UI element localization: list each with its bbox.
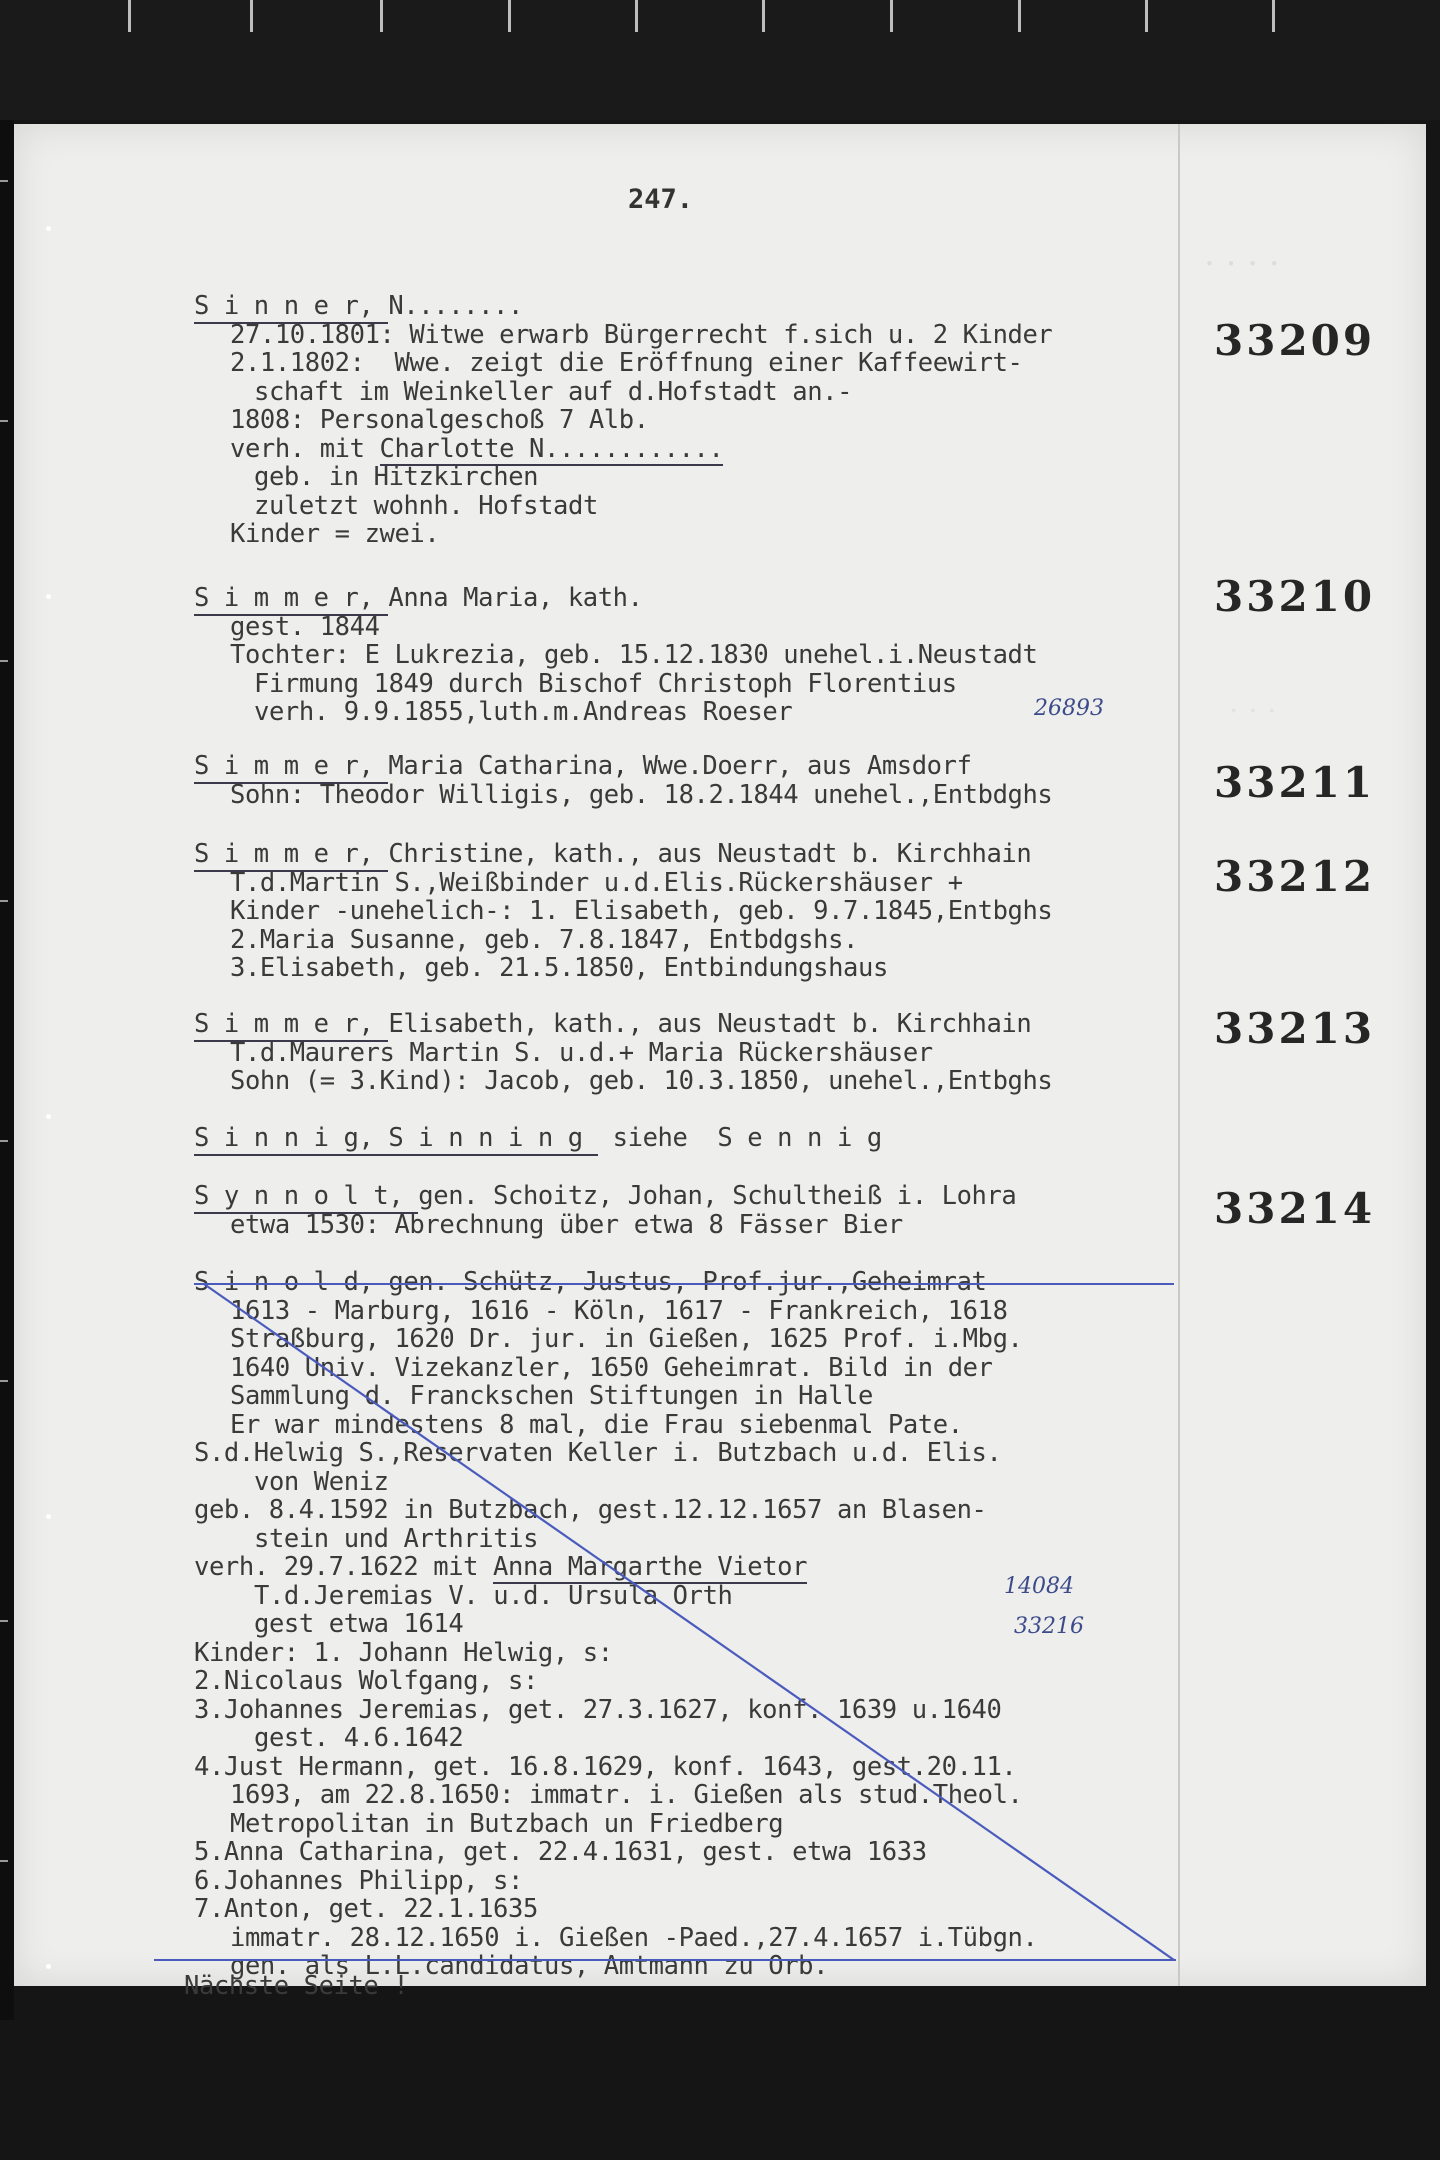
entry-line: T.d.Jeremias V. u.d. Ursula Orth — [254, 1580, 733, 1611]
film-tick — [0, 900, 8, 902]
entry-line: 27.10.1801: Witwe erwarb Bürgerrecht f.sich u. 2 Kinder — [230, 319, 1053, 350]
bleed-through-mark: · · · · — [1204, 244, 1280, 284]
film-tick — [0, 1860, 8, 1862]
record-number: 33211 — [1214, 758, 1376, 807]
entry-line: Firmung 1849 durch Bischof Christoph Florentius — [254, 668, 957, 699]
entry-line: verh. 9.9.1855,luth.m.Andreas Roeser — [254, 697, 793, 727]
film-sprocket — [890, 0, 893, 32]
entry-line: 3.Elisabeth, geb. 21.5.1850, Entbindungshaus — [230, 953, 888, 983]
film-tick — [0, 1380, 8, 1382]
entry-line: 5.Anna Catharina, get. 22.4.1631, gest. etwa 1633 — [194, 1837, 927, 1867]
film-sprocket — [1272, 0, 1275, 32]
entry-line: T.d.Martin S.,Weißbinder u.d.Elis.Rückershäuser + — [230, 867, 963, 898]
entry-line: Tochter: E Lukrezia, geb. 15.12.1830 unehel.i.Neustadt — [230, 640, 1038, 670]
entry-line: Sohn: Theodor Willigis, geb. 18.2.1844 unehel.,Entbdghs — [230, 779, 1053, 810]
entry-line: immatr. 28.12.1650 i. Gießen -Paed.,27.4.1657 i.Tübgn. — [230, 1922, 1038, 1953]
record-number: 33210 — [1214, 572, 1376, 621]
entry-line: 3.Johannes Jeremias, get. 27.3.1627, konf. 1639 u.1640 — [194, 1694, 1002, 1725]
film-tick — [0, 1140, 8, 1142]
film-tick — [0, 1620, 8, 1622]
spouse-name: Charlotte N............ — [379, 433, 724, 464]
record-number: 33214 — [1214, 1184, 1376, 1233]
film-sprocket — [762, 0, 765, 32]
film-sprocket — [508, 0, 511, 32]
entry-text: Elisabeth, kath., aus Neustadt b. Kirchhain — [388, 1009, 1032, 1039]
entry-line: Kinder -unehelich-: 1. Elisabeth, geb. 9.7.1845,Entbghs — [230, 896, 1053, 926]
entry-line: schaft im Weinkeller auf d.Hofstadt an.- — [254, 376, 853, 407]
spouse-name: Anna Margarthe Vietor — [493, 1552, 808, 1582]
entry-line: T.d.Maurers Martin S. u.d.+ Maria Rückershäuser — [230, 1037, 933, 1068]
entry-line: geb. in Hitzkirchen — [254, 462, 539, 492]
surname-heading: S y n n o l t, — [194, 1182, 418, 1214]
entry-line: 1613 - Marburg, 1616 - Köln, 1617 - Frankreich, 1618 — [230, 1295, 1008, 1326]
film-sprocket — [1145, 0, 1148, 32]
surname-heading: S i n n e r, — [194, 292, 388, 324]
entry-text: verh. mit — [230, 433, 380, 464]
record-number: 33209 — [1214, 316, 1376, 365]
surname-heading: S i m m e r, — [194, 1010, 388, 1042]
record-number: 33213 — [1214, 1004, 1376, 1053]
handwritten-reference: 33216 — [1014, 1614, 1084, 1639]
entry-text: verh. 29.7.1622 mit — [194, 1552, 494, 1582]
film-sprocket — [635, 0, 638, 32]
bleed-through-mark: · · · — [1229, 694, 1277, 729]
film-border-top — [0, 0, 1440, 120]
entry-line: gen. als L.L.candidatus, Amtmann zu Orb. — [230, 1951, 829, 1981]
handwritten-reference: 26893 — [1034, 696, 1104, 721]
entry-text: N........ — [388, 291, 523, 321]
film-tick — [0, 660, 8, 662]
entry-line: Sammlung d. Franckschen Stiftungen in Halle — [230, 1381, 873, 1411]
film-sprocket — [1018, 0, 1021, 32]
entry-line: geb. 8.4.1592 in Butzbach, gest.12.12.1657 an Blasen- — [194, 1495, 987, 1525]
entry-line: 1693, am 22.8.1650: immatr. i. Gießen als stud.Theol. — [230, 1780, 1023, 1810]
entry-line: etwa 1530: Abrechnung über etwa 8 Fässer Bier — [230, 1209, 903, 1240]
entry-line: 7.Anton, get. 22.1.1635 — [194, 1894, 538, 1924]
film-border-left — [0, 120, 14, 2020]
entry-line: gest. 4.6.1642 — [254, 1723, 464, 1753]
entry-line: S.d.Helwig S.,Reservaten Keller i. Butzbach u.d. Elis. — [194, 1438, 1002, 1468]
entry-line: 2.Maria Susanne, geb. 7.8.1847, Entbdgshs. — [230, 924, 858, 955]
page-number: 247. — [628, 184, 694, 215]
entry-line: 2.1.1802: Wwe. zeigt die Eröffnung einer Kaffeewirt- — [230, 348, 1023, 378]
entry-line: stein und Arthritis — [254, 1523, 539, 1554]
cancellation-strokes — [14, 124, 1426, 1986]
entry-text: Maria Catharina, Wwe.Doerr, aus Amsdorf — [388, 751, 972, 781]
entry-line: Kinder: 1. Johann Helwig, s: — [194, 1637, 613, 1668]
entry-line: Sohn (= 3.Kind): Jacob, geb. 10.3.1850, unehel.,Entbghs — [230, 1066, 1053, 1096]
handwritten-reference: 14084 — [1004, 1574, 1074, 1599]
entry-line: 2.Nicolaus Wolfgang, s: — [194, 1666, 538, 1696]
footer-next-page: Nächste Seite ! — [184, 1971, 409, 2001]
entry-text: gen. Schoitz, Johan, Schultheiß i. Lohra — [418, 1181, 1017, 1211]
entry-line: zuletzt wohnh. Hofstadt — [254, 490, 598, 521]
entry-line: Straßburg, 1620 Dr. jur. in Gießen, 1625 Prof. i.Mbg. — [230, 1324, 1023, 1354]
surname-heading: S i m m e r, — [194, 752, 388, 784]
entry-line: Metropolitan in Butzbach un Friedberg — [230, 1808, 784, 1839]
entry-line: gest etwa 1614 — [254, 1609, 464, 1639]
film-tick — [0, 180, 8, 182]
film-tick — [0, 420, 8, 422]
entry-line: gest. 1844 — [230, 611, 380, 642]
entry-text: siehe S e n n i g — [597, 1123, 882, 1153]
entry-text: Anna Maria, kath. — [388, 583, 643, 613]
entry-line: 1808: Personalgeschoß 7 Alb. — [230, 405, 649, 435]
entry-line: von Weniz — [254, 1466, 389, 1497]
entry-line: 1640 Univ. Vizekanzler, 1650 Geheimrat. Bild in der — [230, 1352, 993, 1383]
entry-heading-line: S i n o l d, gen. Schütz, Justus, Prof.jur.,Geheimrat — [194, 1267, 987, 1297]
entry-line: 4.Just Hermann, get. 16.8.1629, konf. 1643, gest.20.11. — [194, 1751, 1017, 1782]
surname-heading: S i m m e r, — [194, 584, 388, 616]
entry-line: Er war mindestens 8 mal, die Frau siebenmal Pate. — [230, 1409, 963, 1440]
entry-line: 6.Johannes Philipp, s: — [194, 1865, 523, 1896]
surname-heading: S i m m e r, — [194, 840, 388, 872]
entry-text: Christine, kath., aus Neustadt b. Kirchhain — [388, 839, 1032, 869]
entry-line: Kinder = zwei. — [230, 519, 440, 549]
film-sprocket — [250, 0, 253, 32]
surname-heading: S i n n i g, S i n n i n g — [194, 1124, 598, 1156]
film-sprocket — [380, 0, 383, 32]
index-card — [14, 124, 1426, 2001]
film-sprocket — [128, 0, 131, 32]
record-number: 33212 — [1214, 852, 1376, 901]
